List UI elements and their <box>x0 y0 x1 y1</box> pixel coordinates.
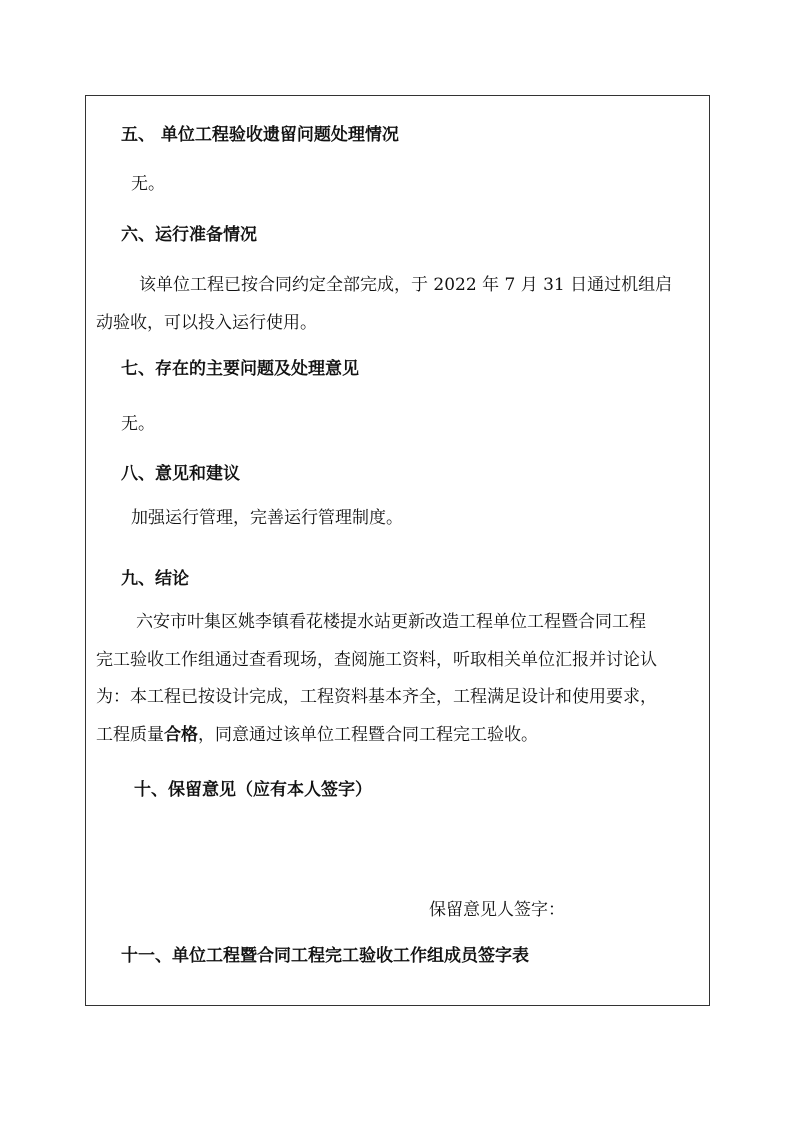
section-9-heading: 九、结论 <box>121 569 189 589</box>
quality-text: 工程质量 <box>96 724 164 745</box>
section-6-heading: 六、运行准备情况 <box>121 225 257 245</box>
section-5-heading: 五、 单位工程验收遗留问题处理情况 <box>121 125 399 145</box>
section-8-heading: 八、意见和建议 <box>121 464 240 484</box>
section-6-paragraph <box>96 267 696 342</box>
section-9-line-1: 六安市叶集区姚李镇看花楼提水站更新改造工程单位工程暨合同工程 <box>136 612 646 632</box>
section-7-heading: 七、存在的主要问题及处理意见 <box>121 359 359 379</box>
section-9-paragraph <box>96 604 696 754</box>
section-5-body: 无。 <box>131 174 165 194</box>
section-9-line-3: 为：本工程已按设计完成，工程资料基本齐全，工程满足设计和使用要求， <box>96 687 657 707</box>
section-6-line-2: 动验收，可以投入运行使用。 <box>96 312 317 333</box>
section-11-heading: 十一、单位工程暨合同工程完工验收工作组成员签字表 <box>121 946 529 966</box>
section-7-body: 无。 <box>121 414 155 434</box>
approval-text: ，同意通过该单位工程暨合同工程完工验收。 <box>198 724 538 745</box>
section-9-line-4 <box>96 717 696 755</box>
signature-label: 保留意见人签字： <box>429 900 565 920</box>
section-10-heading: 十、保留意见（应有本人签字） <box>134 780 372 800</box>
section-6-line-1: 该单位工程已按合同约定全部完成，于 2022 年 7 月 31 日通过机组启 <box>139 275 673 295</box>
section-9-line-2: 完工验收工作组通过查看现场，查阅施工资料，听取相关单位汇报并讨论认 <box>96 649 657 670</box>
section-8-body: 加强运行管理，完善运行管理制度。 <box>131 508 403 528</box>
quality-verdict: 合格 <box>164 724 198 745</box>
